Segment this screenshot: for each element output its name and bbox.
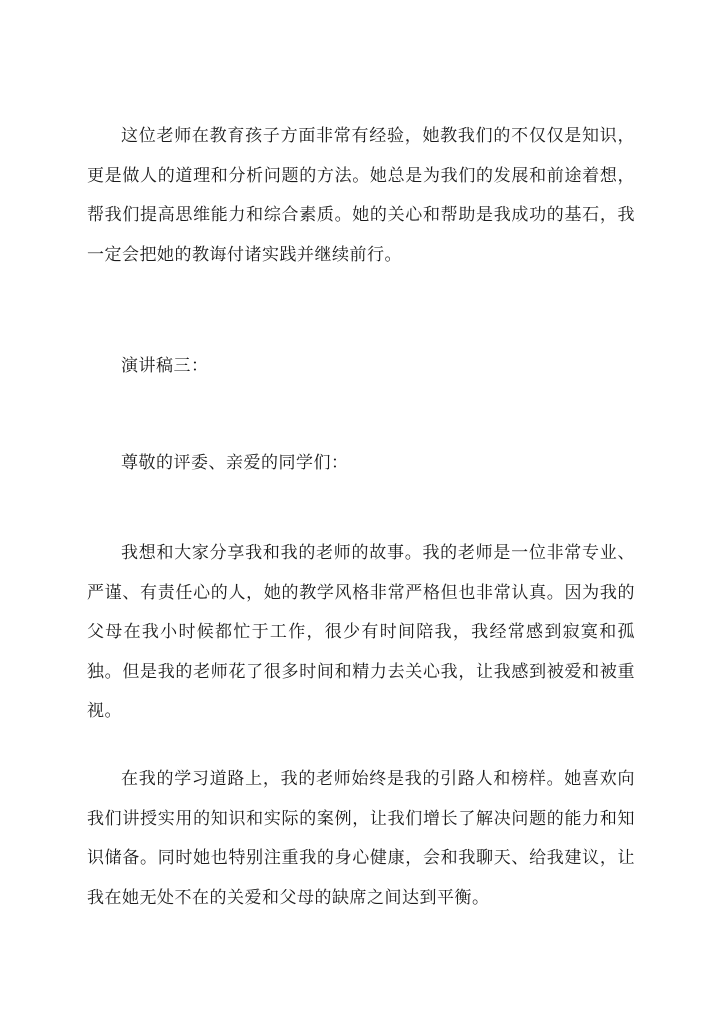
paragraph-teacher-story: 我想和大家分享我和我的老师的故事。我的老师是一位非常专业、严谨、有责任心的人，她的教学风格非常严格但也非常认真。因为我的父母在我小时候都忙于工作，很少有时间陪我，我经常感到寂寞和孤独。但是我的老师花了很多时间和精力去关心我，让我感到被爱和被重视。 [87,543,635,721]
paragraph-teacher-experience: 这位老师在教育孩子方面非常有经验，她教我们的不仅仅是知识，更是做人的道理和分析问题的方法。她总是为我们的发展和前途着想，帮我们提高思维能力和综合素质。她的关心和帮助是我成功的基石，我一定会把她的教诲付诸实践并继续前行。 [87,126,635,265]
salutation: 尊敬的评委、亲爱的同学们： [121,453,349,473]
section-heading-speech-three: 演讲稿三： [121,356,209,376]
paragraph-learning-path: 在我的学习道路上，我的老师始终是我的引路人和榜样。她喜欢向我们讲授实用的知识和实际的案例，让我们增长了解决问题的能力和知识储备。同时她也特别注重我的身心健康，会和我聊天、给我建议，让我在她无处不在的关爱和父母的缺席之间达到平衡。 [87,769,635,908]
